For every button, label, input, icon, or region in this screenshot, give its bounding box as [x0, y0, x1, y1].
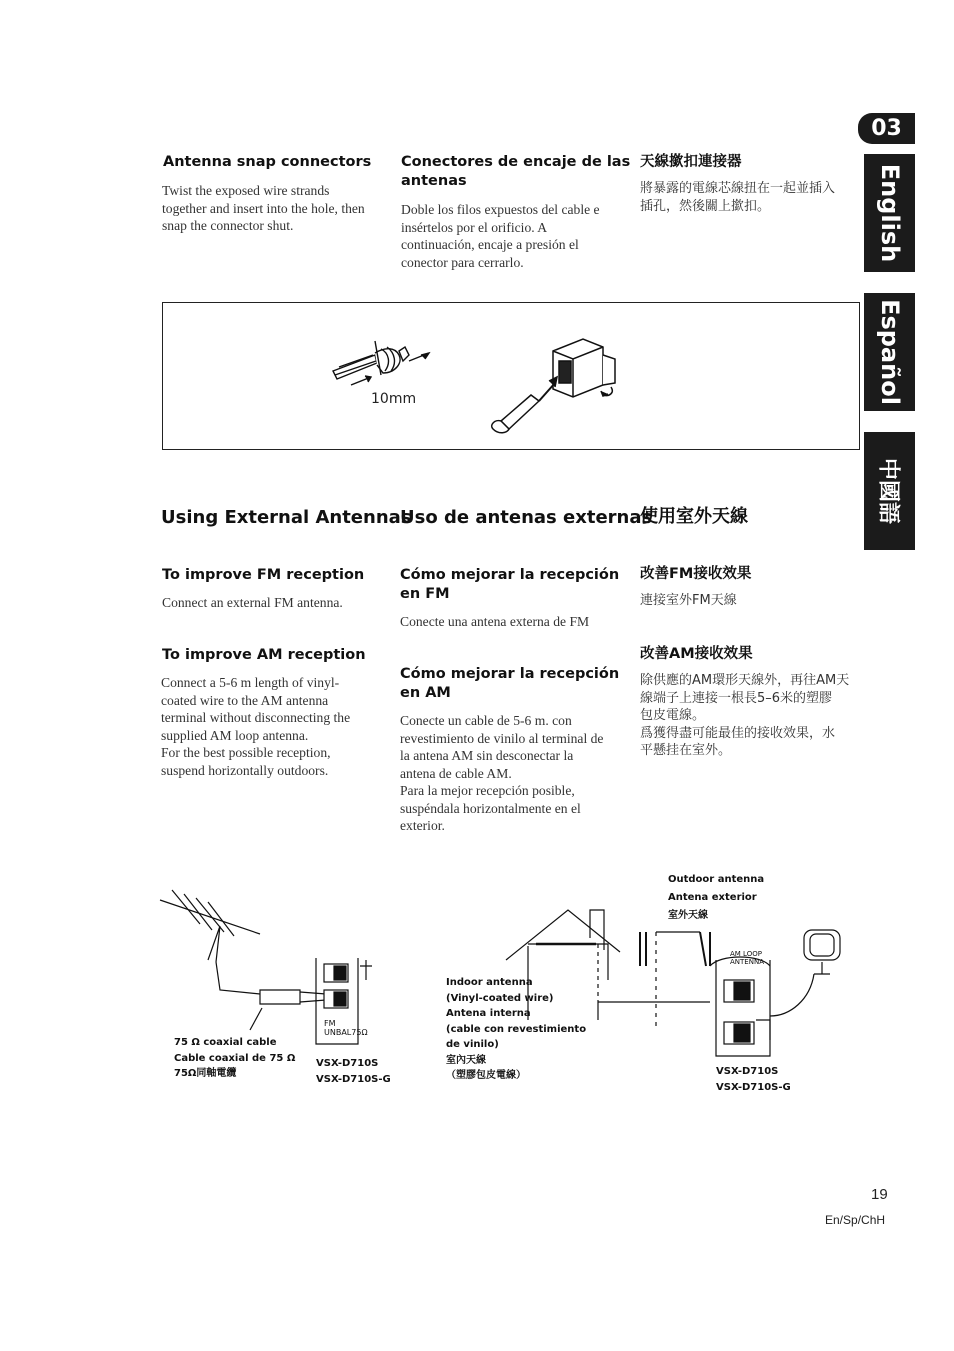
outdoor-antenna-caption: Outdoor antenna Antena exterior 室外天線 [668, 874, 765, 921]
snap-heading-en: Antenna snap connectors [163, 154, 372, 170]
snap-body-zh: 將暴露的電線芯線扭在一起並插入 插孔，然後關上撳扣。 [640, 181, 836, 214]
am-body-es: Conecte un cable de 5-6 m. con revestimiento de vinilo al terminal de la antena AM sin desconectar la antena de cable AM. Para la mejor recepción posible, suspéndala horizontalmente en el exterior. [400, 713, 604, 833]
language-tab-label: English [875, 163, 904, 263]
language-tab-label: Español [875, 299, 904, 405]
fm-heading-en: To improve FM reception [162, 567, 365, 583]
models-left: VSX-D710S VSX-D710S-G [316, 1058, 391, 1085]
language-tab-chinese [864, 432, 915, 550]
snap-connector-illustration [163, 303, 859, 449]
am-heading-zh: 改善AM接收效果 [640, 646, 753, 662]
language-codes: En/Sp/ChH [825, 1213, 886, 1227]
am-body-zh: 除供應的AM環形天線外，再往AM天 線端子上連接一根長5–6米的塑膠 包皮電線。 爲獲得盡可能最佳的接收效果，水 平懸挂在室外。 [640, 673, 850, 758]
snap-body-es: Doble los filos expuestos del cable e insértelos por el orificio. A continuación, encaje a presión el conector para cerrarlo. [401, 202, 600, 270]
language-tab-label: 中國語 [875, 457, 900, 525]
strip-length-label: 10mm [371, 391, 417, 407]
am-heading-es: Cómo mejorar la recepción en AM [400, 666, 620, 701]
am-loop-label: AM LOOP ANTENNA [730, 950, 764, 966]
external-title-en: Using External Antennas [161, 507, 412, 528]
chapter-number-tab: 03 [858, 113, 915, 144]
am-body-en: Connect a 5-6 m length of vinyl- coated wire to the AM antenna terminal without disconnecting the supplied AM loop antenna. For the best possible reception, suspend horizontally outdoors. [161, 675, 351, 778]
coax-cable-caption: 75 Ω coaxial cable Cable coaxial de 75 Ω 75Ω同軸電纜 [174, 1037, 296, 1079]
snap-heading-zh: 天線撳扣連接器 [640, 154, 742, 170]
snap-heading-es: Conectores de encaje de las antenas [401, 154, 631, 189]
indoor-antenna-caption: Indoor antenna (Vinyl-coated wire) Antena interna (cable con revestimiento de vinilo) 室內天線 （塑膠包皮電線） [446, 977, 587, 1081]
snap-connector-figure [162, 302, 860, 450]
fm-terminal-label: FM UNBAL75Ω [324, 1019, 368, 1037]
am-heading-en: To improve AM reception [162, 647, 366, 663]
fm-heading-zh: 改善FM接收效果 [640, 566, 752, 582]
language-tab-espanol [864, 293, 915, 411]
fm-body-zh: 連接室外FM天線 [640, 593, 737, 608]
models-right: VSX-D710S VSX-D710S-G [716, 1066, 791, 1093]
language-tab-english [864, 154, 915, 272]
fm-heading-es: Cómo mejorar la recepción en FM [400, 567, 620, 602]
external-title-es: Uso de antenas externas [400, 507, 653, 528]
page-number: 19 [871, 1186, 888, 1203]
fm-body-es: Conecte una antena externa de FM [400, 614, 590, 629]
external-title-zh: 使用室外天線 [640, 506, 748, 527]
snap-body-en: Twist the exposed wire strands together and insert into the hole, then snap the connector shut. [162, 183, 365, 233]
fm-body-en: Connect an external FM antenna. [162, 595, 343, 610]
